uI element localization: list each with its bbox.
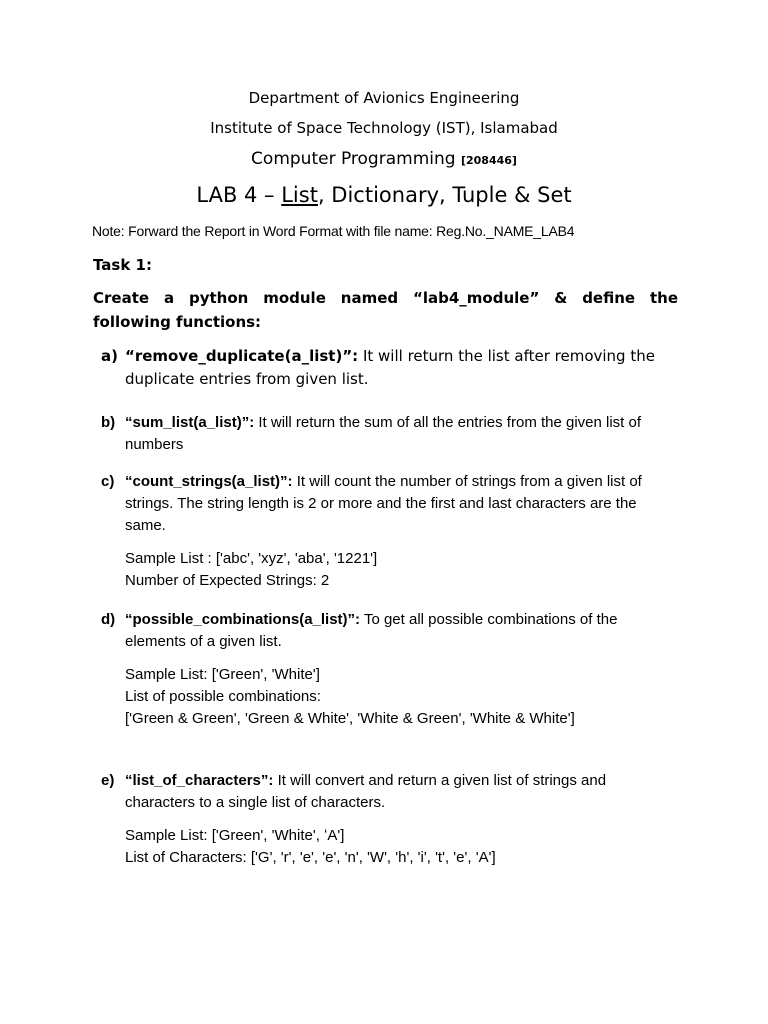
institute-heading: Institute of Space Technology (IST), Islamabad [210,119,558,137]
list-item-a [101,345,671,391]
course-code: [208446] [460,154,517,167]
function-name: “possible_combinations(a_list)”: [125,611,361,628]
sample-result-label: List of possible combinations: [125,688,321,705]
list-item-d [101,609,671,730]
sample-block [125,664,671,730]
item-letter: d) [101,611,116,628]
function-name: “list_of_characters”: [125,772,274,789]
function-description: It will convert and return a given list of strings and characters to a single list of characters. [125,772,607,811]
item-letter: b) [101,414,116,431]
list-item-c [101,471,671,592]
course-name: Computer Programming [251,149,456,169]
function-description: It will return the sum of all the entries from the given list of numbers [125,414,642,453]
function-name: “count_strings(a_list)”: [125,473,293,490]
function-description: It will count the number of strings from a given list of strings. The string length is 2 or more and the first and last characters are the same. [125,473,642,534]
sample-result: List of Characters: ['G', 'r', 'e', 'e', 'n', 'W', 'h', 'i', 't', 'e', 'A'] [125,849,496,866]
sample-block [125,548,671,592]
sample-result: Number of Expected Strings: 2 [125,572,330,589]
department-heading: Department of Avionics Engineering [248,89,520,107]
sample-result: ['Green & Green', 'Green & White', 'White & Green', 'White & White'] [125,710,575,727]
item-letter: a) [101,347,118,365]
function-name: “remove_duplicate(a_list)”: [125,347,359,365]
list-item-b [101,412,671,456]
function-description: To get all possible combinations of the elements of a given list. [125,611,618,650]
lab-title [0,183,768,207]
course-heading [0,149,768,169]
lab-title-prefix: LAB 4 – [196,183,282,207]
sample-list: Sample List: ['Green', 'White', ʻA'] [125,827,345,844]
function-name: “sum_list(a_list)”: [125,414,255,431]
sample-list: Sample List : ['abc', 'xyz', 'aba', '1221'] [125,550,378,567]
lab-title-rest: , Dictionary, Tuple & Set [317,183,572,207]
task-title: Task 1: [93,256,152,274]
function-description: It will return the list after removing the duplicate entries from given list. [125,347,655,388]
submission-note: Note: Forward the Report in Word Format with file name: Reg.No._NAME_LAB4 [92,223,575,239]
sample-block [125,825,671,869]
item-letter: c) [101,473,115,490]
task-intro: Create a python module named “lab4_module” & define the following functions: [93,289,678,331]
item-letter: e) [101,772,115,789]
lab-title-list: List [281,183,318,207]
sample-list: Sample List: ['Green', 'White'] [125,666,320,683]
list-item-e [101,770,671,869]
